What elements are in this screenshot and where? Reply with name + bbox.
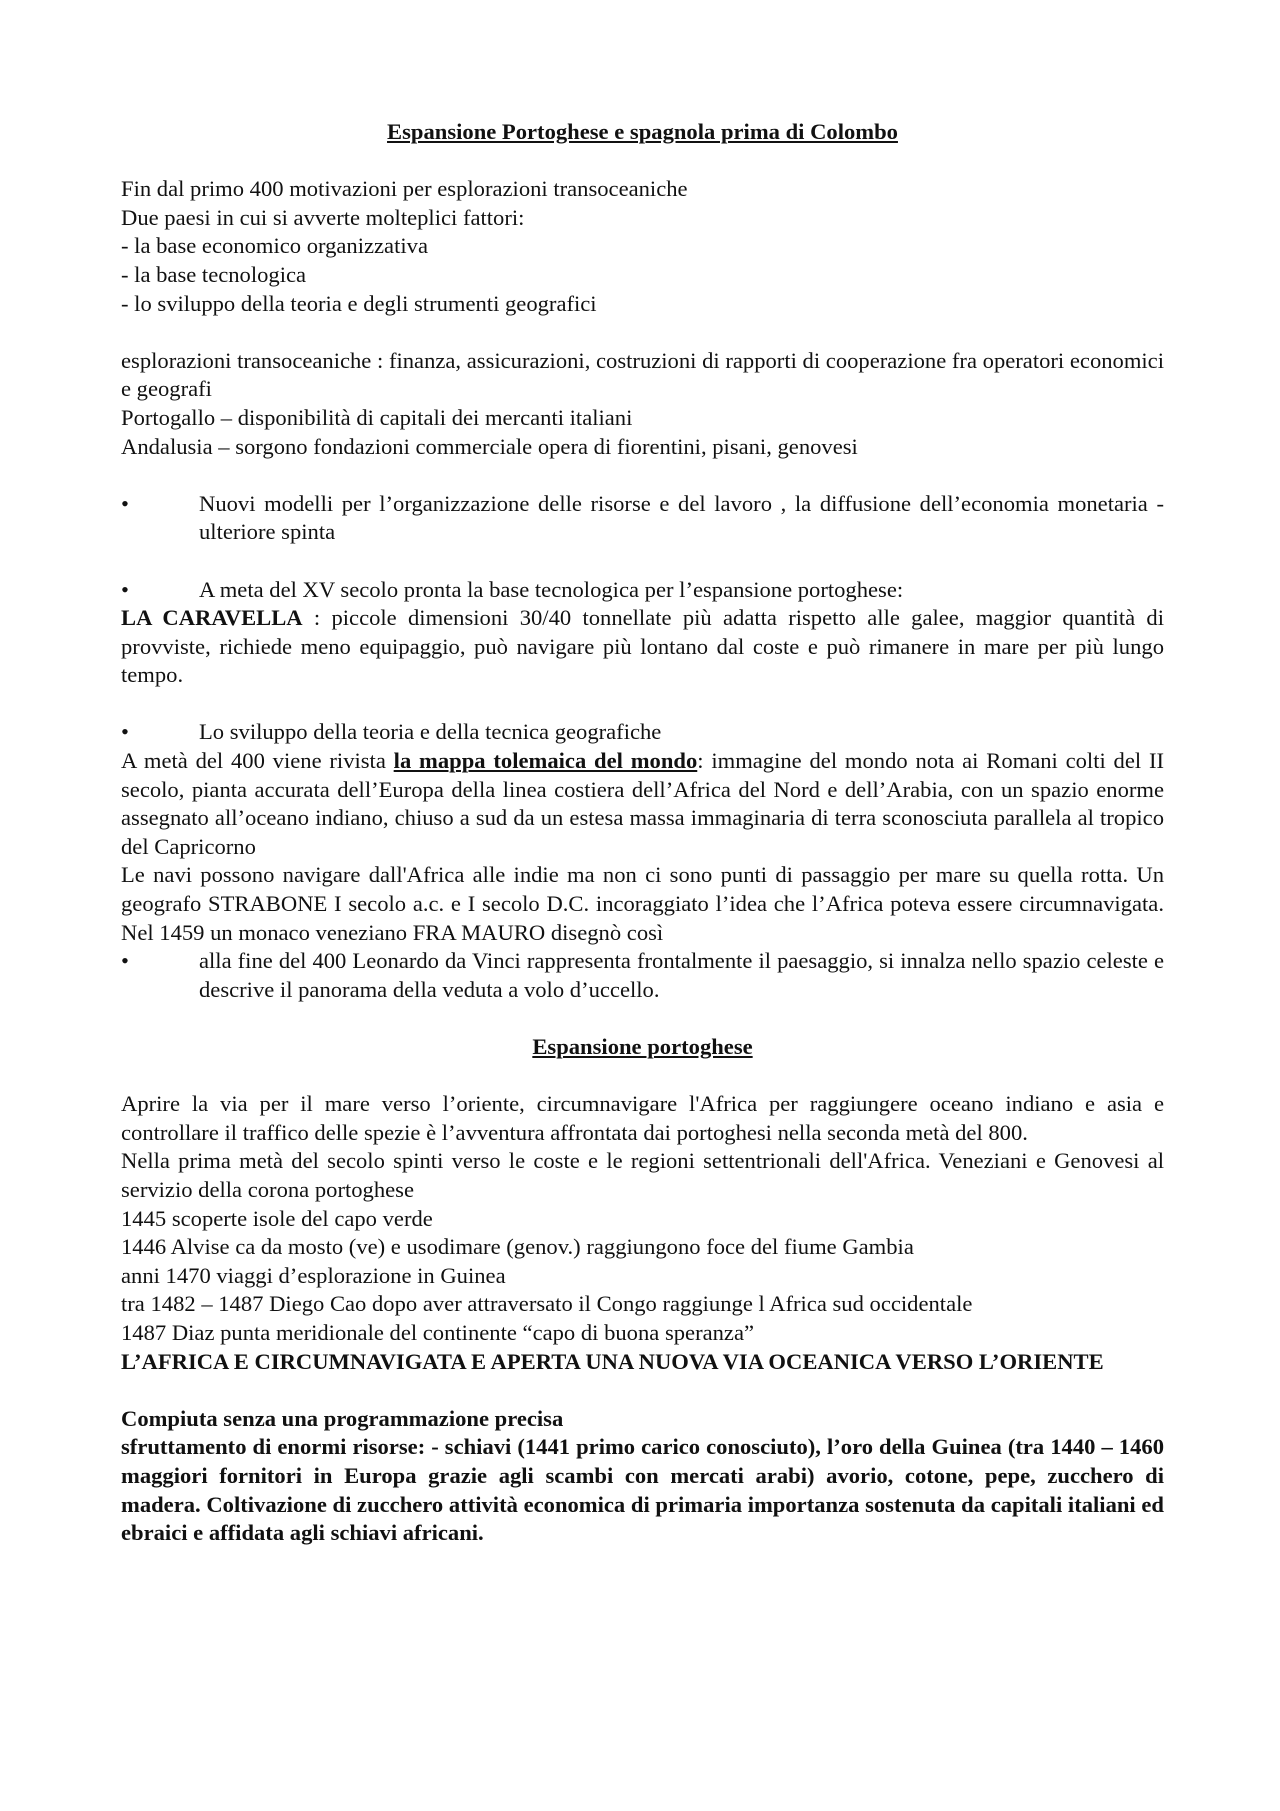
bullet-item — [121, 718, 1164, 747]
intro-line: Due paesi in cui si avverte molteplici fattori: — [121, 204, 525, 230]
paragraph-navi: Le navi possono navigare dall'Africa alle indie ma non ci sono punti di passaggio per mare su quella rotta. Un geografo STRABONE I secolo a.c. e I secolo D.C. incoraggiato l’idea che l’Africa poteva essere circumnavigata. Nel 1459 un monaco veneziano FRA MAURO disegnò così — [121, 862, 1164, 945]
bullet-text: alla fine del 400 Leonardo da Vinci rappresenta frontalmente il paesaggio, si innalza nello spazio celeste e descrive il panorama della veduta a volo d’uccello. — [199, 948, 1164, 1002]
bullet-text: A meta del XV secolo pronta la base tecnologica per l’espansione portoghese: — [199, 576, 904, 602]
bullet-item — [121, 490, 1164, 547]
paragraph-mappa — [121, 747, 1164, 861]
paragraph-sfruttamento: sfruttamento di enormi risorse: - schiavi (1441 primo carico conosciuto), l’oro della Guinea (tra 1440 – 1460 maggiori fornitori in Europa grazie agli scambi con mercati arabi) avorio, cotone, pepe, zucchero di madera. Coltivazione di zucchero attività economica di primaria importanza sostenuta da capitali italiani ed ebraici e affidata agli schiavi africani. — [121, 1434, 1164, 1546]
timeline-item: anni 1470 viaggi d’esplorazione in Guinea — [121, 1262, 506, 1288]
caravella-label: LA CARAVELLA — [121, 605, 303, 631]
paragraph-prima-meta: Nella prima metà del secolo spinti verso le coste e le regioni settentrionali dell'Africa. Veneziani e Genovesi al servizio della corona portoghese — [121, 1148, 1164, 1202]
bullet-dot: • — [121, 719, 129, 745]
bullet-item — [121, 576, 1164, 605]
bullet-dot: • — [121, 490, 129, 516]
intro-line: Fin dal primo 400 motivazioni per esplorazioni transoceaniche — [121, 176, 688, 202]
bullet-dot: • — [121, 576, 129, 602]
timeline-item: 1446 Alvise ca da mosto (ve) e usodimare (genov.) raggiungono foce del fiume Gambia — [121, 1234, 914, 1260]
caravella-text: : piccole dimensioni 30/40 tonnellate più adatta rispetto alle galee, maggior quantità di provviste, richiede meno equipaggio, può navigare più lontano dal coste e può rimanere in mare per più lungo tempo. — [121, 605, 1164, 688]
paragraph-andalusia: Andalusia – sorgono fondazioni commerciale opera di fiorentini, pisani, genovesi — [121, 433, 858, 459]
mappa-link: la mappa tolemaica del mondo — [393, 748, 698, 774]
mappa-post: : immagine del mondo nota ai Romani colti del II secolo, pianta accurata dell’Europa della linea costiera dell’Africa del Nord e dell’Arabia, con un spazio enorme assegnato all’oceano indiano, chiuso a sud da un estesa massa immaginaria di terra sconosciuta parallela al tropico del Capricorno — [121, 748, 1165, 859]
timeline-item: 1487 Diaz punta meridionale del continente “capo di buona speranza” — [121, 1319, 755, 1345]
bullet-text: Lo sviluppo della teoria e della tecnica geografiche — [199, 719, 662, 745]
intro-line: - la base tecnologica — [121, 261, 307, 287]
africa-caps-statement: L’AFRICA E CIRCUMNAVIGATA E APERTA UNA NUOVA VIA OCEANICA VERSO L’ORIENTE — [121, 1348, 1104, 1374]
title-heading: Espansione Portoghese e spagnola prima di Colombo — [387, 119, 898, 144]
mappa-pre: A metà del 400 viene rivista — [121, 748, 394, 774]
intro-line: - la base economico organizzativa — [121, 233, 428, 259]
paragraph-compiuta: Compiuta senza una programmazione precisa — [121, 1405, 564, 1431]
timeline-item: tra 1482 – 1487 Diego Cao dopo aver attraversato il Congo raggiunge l Africa sud occidentale — [121, 1291, 973, 1317]
bullet-item — [121, 947, 1164, 1004]
paragraph-aprire: Aprire la via per il mare verso l’oriente, circumnavigare l'Africa per raggiungere oceano indiano e asia e controllare il traffico delle spezie è l’avventura affrontata dai portoghesi nella seconda metà del 800. — [121, 1091, 1164, 1145]
bullet-text: Nuovi modelli per l’organizzazione delle risorse e del lavoro , la diffusione dell’economia monetaria - ulteriore spinta — [199, 490, 1164, 545]
intro-line: - lo sviluppo della teoria e degli strumenti geografici — [121, 290, 597, 316]
paragraph-portogallo: Portogallo – disponibilità di capitali dei mercanti italiani — [121, 404, 633, 430]
section-heading: Espansione portoghese — [532, 1034, 753, 1059]
bullet-dot: • — [121, 948, 129, 974]
timeline-item: 1445 scoperte isole del capo verde — [121, 1205, 433, 1231]
paragraph-finanza: esplorazioni transoceaniche : finanza, assicurazioni, costruzioni di rapporti di cooperazione fra operatori economici e geografi — [121, 347, 1164, 402]
document-page — [121, 118, 1164, 1548]
paragraph-caravella — [121, 604, 1164, 690]
